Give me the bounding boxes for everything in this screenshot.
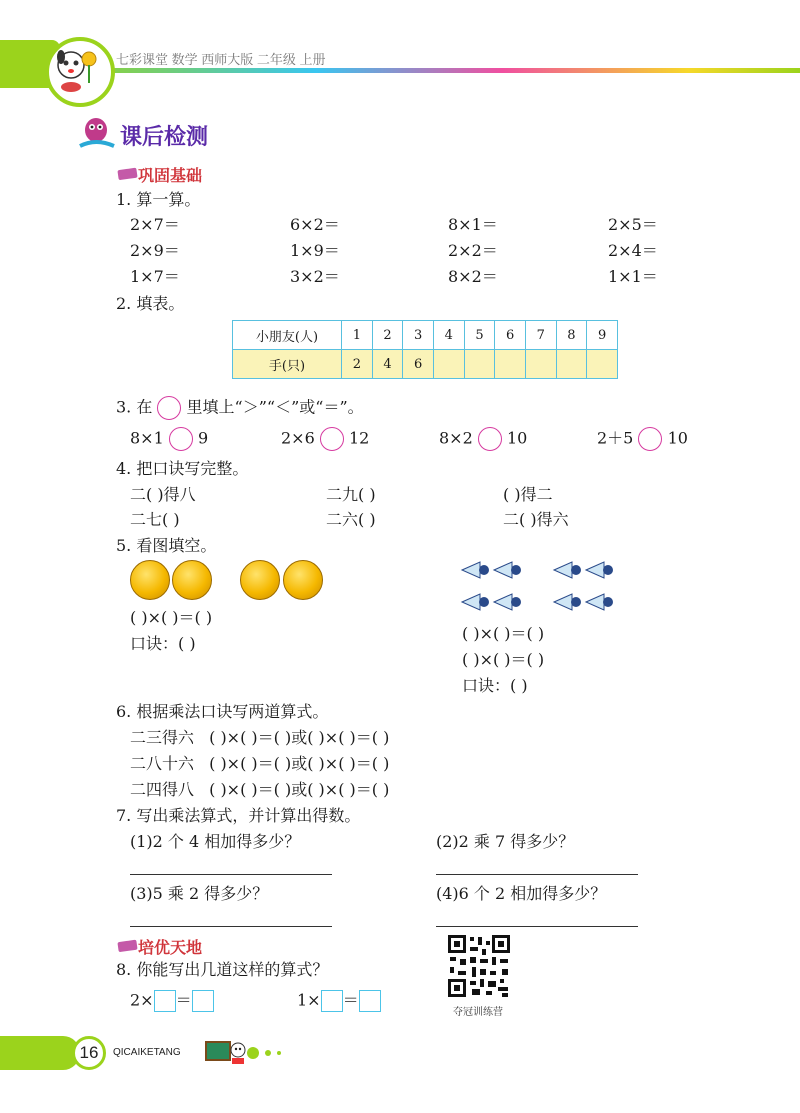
table-cell: 5 (464, 321, 495, 350)
q1-title: 1. 算一算。 (116, 190, 201, 209)
q3-right: 9 (197, 428, 209, 448)
shuttlecock-icon (460, 560, 490, 582)
table-cell-blank[interactable] (587, 350, 618, 379)
table-cell-blank[interactable] (495, 350, 526, 379)
table-row (233, 321, 618, 350)
volleyball-icon (240, 560, 280, 600)
table-cell: 2 (342, 350, 373, 379)
table-header-children: 小朋友(人) (233, 321, 342, 350)
answer-box[interactable] (192, 990, 214, 1012)
q2-title: 2. 填表。 (116, 294, 185, 313)
volleyball-icon (283, 560, 323, 600)
q2-fill-table (232, 320, 618, 379)
eraser-icon (117, 938, 139, 957)
shuttlecock-icon (552, 560, 582, 582)
shuttlecock-icon (584, 560, 614, 582)
q7-title: 7. 写出乘法算式，并计算出得数。 (116, 806, 361, 825)
section-title: 课后检测 (120, 124, 209, 149)
shuttlecock-icon (492, 560, 522, 582)
q3-item (130, 427, 208, 451)
q3-title-a: 3. 在 (116, 397, 153, 417)
shuttlecock-icon (460, 592, 490, 614)
table-cell-blank[interactable] (556, 350, 587, 379)
table-cell: 8 (556, 321, 587, 350)
shuttlecock-icon (584, 592, 614, 614)
q6-equations[interactable]: ( )×( )＝( )或( )×( )＝( ) (209, 754, 390, 773)
q6-rhyme-label: 二四得八 (130, 780, 195, 799)
q1-item: 2×7＝ (130, 215, 180, 234)
table-cell: 2 (372, 321, 403, 350)
footer-brand: QICAIKETANG (113, 1047, 181, 1058)
q6-title: 6. 根据乘法口诀写两道算式。 (116, 702, 329, 721)
page-number-badge (72, 1036, 106, 1070)
q3-item (281, 427, 369, 451)
footer-mascot-icon (204, 1038, 246, 1070)
table-cell-blank[interactable] (464, 350, 495, 379)
q1-item: 1×9＝ (290, 241, 340, 260)
q1-item: 1×7＝ (130, 267, 180, 286)
q7-item: (1)2 个 4 相加得多少？ (130, 832, 301, 851)
header-rainbow-bar (55, 68, 800, 73)
q1-item: 1×1＝ (608, 267, 658, 286)
table-cell: 7 (525, 321, 556, 350)
q7-answer-line[interactable] (130, 874, 332, 875)
footer-dot (265, 1050, 271, 1056)
table-cell-blank[interactable] (525, 350, 556, 379)
q5-right-rhyme[interactable]: 口诀：( ) (462, 676, 528, 695)
q1-item: 6×2＝ (290, 215, 340, 234)
q8-eq-part: 2× (130, 990, 154, 1010)
q4-title: 4. 把口诀写完整。 (116, 459, 249, 478)
q3-right: 10 (667, 428, 688, 448)
qr-code-icon[interactable] (446, 933, 512, 999)
q3-left: 8×2 (439, 428, 473, 448)
table-row (233, 350, 618, 379)
q1-item: 2×4＝ (608, 241, 658, 260)
q3-left: 2＋5 (597, 428, 634, 448)
q7-answer-line[interactable] (130, 926, 332, 927)
q4-item[interactable]: 二( )得六 (503, 510, 569, 529)
table-cell: 6 (495, 321, 526, 350)
q3-title-b: 里填上“＞”“＜”或“＝”。 (186, 397, 364, 417)
q3-right: 12 (348, 428, 370, 448)
shuttlecock-icon (552, 592, 582, 614)
q1-item: 2×5＝ (608, 215, 658, 234)
q6-rhyme-label: 二八十六 (130, 754, 195, 773)
q4-item[interactable]: 二( )得八 (130, 485, 196, 504)
q8-eq-1 (130, 990, 214, 1012)
subsection-title-basics: 巩固基础 (138, 168, 203, 185)
table-cell: 9 (587, 321, 618, 350)
q8-eq-part: 1× (297, 990, 321, 1010)
footer-dot (247, 1047, 259, 1059)
q4-item[interactable]: 二九( ) (326, 485, 376, 504)
answer-box[interactable] (154, 990, 176, 1012)
q7-item: (3)5 乘 2 得多少？ (130, 884, 269, 903)
q1-item: 8×1＝ (448, 215, 498, 234)
table-cell[interactable]: 6 (403, 350, 434, 379)
q3-item (597, 427, 688, 451)
q3-title (116, 396, 364, 420)
table-cell: 3 (403, 321, 434, 350)
q5-left-equation[interactable]: ( )×( )＝( ) (130, 608, 213, 627)
q3-left: 8×1 (130, 428, 164, 448)
q1-item: 2×9＝ (130, 241, 180, 260)
q1-item: 3×2＝ (290, 267, 340, 286)
table-cell: 4 (433, 321, 464, 350)
mascot-dog-icon (49, 41, 103, 95)
q3-item (439, 427, 527, 451)
q4-item[interactable]: 二七( ) (130, 510, 180, 529)
q5-right-equation-2[interactable]: ( )×( )＝( ) (462, 650, 545, 669)
compare-circle[interactable] (478, 427, 502, 451)
footer-dot (277, 1051, 281, 1055)
q7-item: (2)2 乘 7 得多少？ (436, 832, 575, 851)
q7-answer-line[interactable] (436, 926, 638, 927)
compare-circle[interactable] (169, 427, 193, 451)
q5-title: 5. 看图填空。 (116, 536, 217, 555)
eraser-icon (117, 166, 139, 185)
table-cell: 4 (372, 350, 403, 379)
answer-box[interactable] (359, 990, 381, 1012)
qr-caption: 夺冠训练营 (453, 1007, 503, 1018)
q6-equations[interactable]: ( )×( )＝( )或( )×( )＝( ) (209, 728, 390, 747)
q7-answer-line[interactable] (436, 874, 638, 875)
compare-circle[interactable] (320, 427, 344, 451)
volleyball-icon (130, 560, 170, 600)
page-number: 16 (79, 1043, 99, 1062)
shuttlecock-icon (492, 592, 522, 614)
q3-left: 2×6 (281, 428, 315, 448)
q5-right-equation-1[interactable]: ( )×( )＝( ) (462, 624, 545, 643)
q8-title: 8. 你能写出几道这样的算式？ (116, 960, 329, 979)
q7-item: (4)6 个 2 相加得多少？ (436, 884, 607, 903)
q6-equations[interactable]: ( )×( )＝( )或( )×( )＝( ) (209, 780, 390, 799)
q1-item: 2×2＝ (448, 241, 498, 260)
q4-item[interactable]: ( )得二 (503, 485, 553, 504)
q4-item[interactable]: 二六( ) (326, 510, 376, 529)
compare-circle-sample (157, 396, 181, 420)
q8-eq-part: ＝ (175, 990, 192, 1010)
q3-right: 10 (506, 428, 528, 448)
table-cell-blank[interactable] (433, 350, 464, 379)
q6-row (130, 780, 389, 800)
q6-row (130, 728, 389, 748)
q6-rhyme-label: 二三得六 (130, 728, 195, 747)
section-mascot-icon (76, 114, 118, 156)
subsection-title-advanced: 培优天地 (138, 940, 203, 957)
compare-circle[interactable] (638, 427, 662, 451)
table-cell: 1 (342, 321, 373, 350)
answer-box[interactable] (321, 990, 343, 1012)
q1-item: 8×2＝ (448, 267, 498, 286)
footer-green-tab (0, 1036, 80, 1070)
q6-row (130, 754, 389, 774)
header-title: 七彩课堂 数学 西师大版 二年级 上册 (116, 52, 326, 67)
q5-left-rhyme[interactable]: 口诀：( ) (130, 634, 196, 653)
volleyball-icon (172, 560, 212, 600)
table-header-hands: 手(只) (233, 350, 342, 379)
q8-eq-2 (297, 990, 381, 1012)
q8-eq-part: ＝ (342, 990, 359, 1010)
header-mascot-badge (45, 37, 115, 107)
